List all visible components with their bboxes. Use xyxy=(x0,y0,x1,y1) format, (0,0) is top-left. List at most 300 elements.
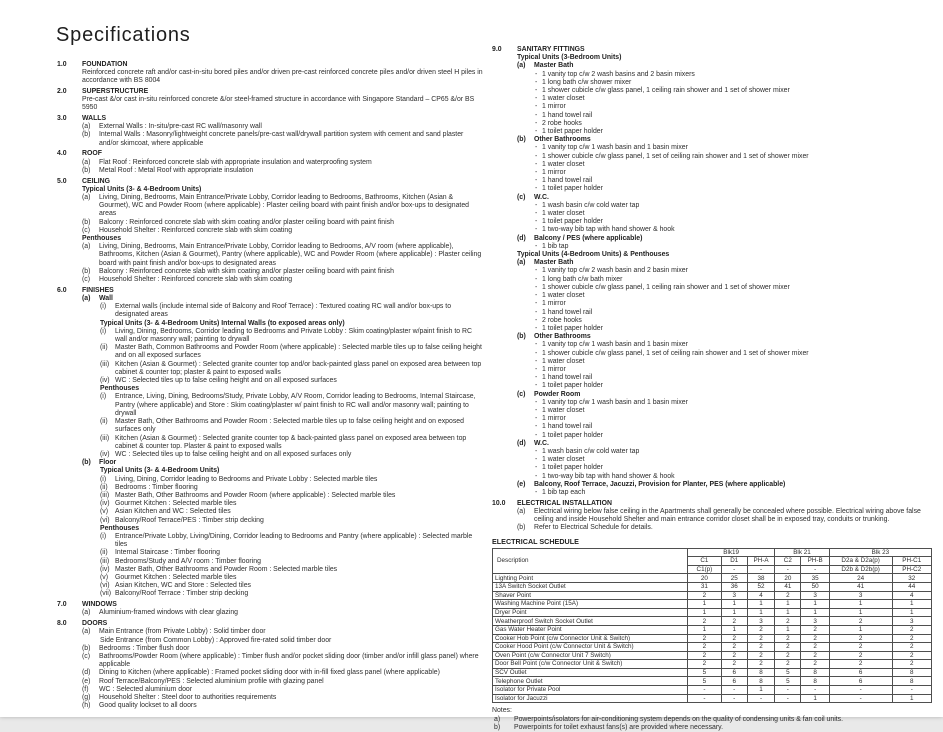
spec-line xyxy=(57,61,483,69)
line-text: Balcony : Reinforced concrete slab with skim coating and/or plaster ceiling board with paint finish xyxy=(99,218,394,226)
line-marker: - xyxy=(535,374,538,382)
table-cell-description: Cooker Hood Point (c/w Connector Unit & Switch) xyxy=(493,643,688,652)
line-marker: (c) xyxy=(82,276,91,284)
line-marker: (a) xyxy=(82,194,91,202)
table-cell-value: 1 xyxy=(688,625,721,634)
table-cell-description: Isolator for Jacuzzi xyxy=(493,694,688,703)
table-cell-value: 8 xyxy=(801,677,829,686)
table-cell-value: 5 xyxy=(775,677,801,686)
table-header-block: Blk19 xyxy=(688,548,775,557)
spec-line xyxy=(492,54,932,62)
line-text: Balcony / PES (where applicable) xyxy=(534,234,643,242)
line-text: Kitchen (Asian & Gourmet) : Selected granite counter top & back-painted glass panel on exposed area between top cabinet & counter top. Plaster & paint to exposed walls xyxy=(115,434,467,450)
line-text: Asian Kitchen and WC : Selected tiles xyxy=(115,508,231,516)
spec-line xyxy=(57,492,483,500)
table-cell-value: 1 xyxy=(747,686,774,695)
table-row xyxy=(493,574,932,583)
table-cell-value: 5 xyxy=(688,668,721,677)
line-text: Powder Room xyxy=(534,390,581,398)
spec-line xyxy=(492,46,932,54)
line-text: Floor xyxy=(99,459,117,467)
table-cell-value: 38 xyxy=(747,574,774,583)
line-text: Balcony, Roof Terrace, Jacuzzi, Provision for Planter, PES (where applicable) xyxy=(534,480,786,488)
line-marker: - xyxy=(535,357,538,365)
table-cell-value: 2 xyxy=(747,643,774,652)
table-cell-value: 2 xyxy=(829,634,892,643)
line-text: 1 mirror xyxy=(542,415,566,423)
spec-line xyxy=(57,328,483,344)
spec-line xyxy=(492,341,932,349)
line-marker: - xyxy=(535,472,538,480)
spec-line xyxy=(57,678,483,686)
line-marker: - xyxy=(535,267,538,275)
spec-line xyxy=(57,131,483,147)
table-cell-value: - xyxy=(747,694,774,703)
spec-line xyxy=(492,489,932,497)
table-cell-value: 2 xyxy=(829,617,892,626)
table-cell-value: 2 xyxy=(892,643,932,652)
table-cell-value: 1 xyxy=(801,600,829,609)
line-text: Living, Dining, Bedrooms, Main Entrance/Private Lobby, Corridor leading to Bedrooms, Bathrooms, Kitchen (Asian & Gourmet), WC and Powder Room (where applicable) : Plaster ceiling board with paint finish and/or box-ups to designated areas xyxy=(99,194,469,218)
spec-line xyxy=(57,628,483,636)
table-cell-value: 6 xyxy=(829,677,892,686)
line-marker: (a) xyxy=(82,609,91,617)
spec-line xyxy=(57,574,483,582)
line-text: Master Bath, Other Bathrooms and Powder Room : Selected marble tiles up to false ceiling height and on exposed surfaces only xyxy=(115,418,464,434)
line-marker: (i) xyxy=(100,393,107,401)
spec-line xyxy=(492,374,932,382)
table-cell-value: 2 xyxy=(801,660,829,669)
line-text: Balcony : Reinforced concrete slab with skim coating and/or plaster ceiling board with paint finish xyxy=(99,267,394,275)
spec-line xyxy=(57,167,483,175)
table-cell-value: 2 xyxy=(892,660,932,669)
line-marker: (b) xyxy=(517,333,526,341)
spec-line xyxy=(57,69,483,85)
spec-line xyxy=(492,366,932,374)
line-marker: 8.0 xyxy=(57,620,67,628)
line-text: Typical Units (3- & 4-Bedroom Units) Internal Walls (to exposed areas only) xyxy=(100,319,345,327)
spec-line xyxy=(57,590,483,598)
line-text: Master Bath xyxy=(534,259,574,267)
line-marker: (ii) xyxy=(100,549,108,557)
line-text: W.C. xyxy=(534,193,549,201)
line-text: ROOF xyxy=(82,150,102,158)
table-cell-value: 50 xyxy=(801,582,829,591)
spec-line xyxy=(492,259,932,267)
line-marker: - xyxy=(535,292,538,300)
spec-line xyxy=(492,309,932,317)
line-marker: (iv) xyxy=(100,377,110,385)
line-text: Reinforced concrete raft and/or cast-in-situ bored piles and/or driven pre-cast reinforced concrete piles and/or driven steel H piles in accordance with BS 8004 xyxy=(82,68,483,84)
line-text: FOUNDATION xyxy=(82,60,128,68)
spec-line xyxy=(57,303,483,319)
line-marker: - xyxy=(535,242,538,250)
table-header-block: Blk 21 xyxy=(775,548,830,557)
spec-line xyxy=(492,185,932,193)
line-text: 1 long bath c/w bath mixer xyxy=(542,275,623,283)
spec-line xyxy=(57,517,483,525)
line-text: 1 water closet xyxy=(542,406,585,414)
notes-section xyxy=(492,707,932,732)
table-row xyxy=(493,668,932,677)
line-text: Entrance/Private Lobby, Living/Dining, Corridor leading to Bedrooms and Pantry (where applicable) : Selected marble tiles xyxy=(115,532,473,549)
line-text: Aluminium-framed windows with clear glazing xyxy=(99,609,239,617)
spec-line xyxy=(57,609,483,617)
line-text: 1 shower cubicle c/w glass panel, 1 set of ceiling rain shower and 1 set of shower mixer xyxy=(542,349,809,357)
electrical-schedule-table xyxy=(492,548,932,704)
table-header-unit-type: - xyxy=(747,565,774,574)
spec-line xyxy=(492,300,932,308)
line-marker: (d) xyxy=(82,669,91,677)
electrical-schedule-title: ELECTRICAL SCHEDULE xyxy=(492,536,579,546)
line-marker: (ii) xyxy=(100,418,108,426)
line-marker: (d) xyxy=(517,234,526,242)
line-marker: - xyxy=(535,423,538,431)
table-header-unit-type: PH-A xyxy=(747,557,774,566)
line-marker: (a) xyxy=(82,243,91,251)
table-row xyxy=(493,591,932,600)
table-header-description: Description xyxy=(493,548,688,574)
table-cell-value: 1 xyxy=(747,600,774,609)
line-marker: - xyxy=(535,218,538,226)
line-marker: 9.0 xyxy=(492,46,502,53)
table-cell-value: 8 xyxy=(892,677,932,686)
line-text: ELECTRICAL INSTALLATION xyxy=(517,499,612,507)
table-cell-value: 2 xyxy=(829,660,892,669)
line-marker: (i) xyxy=(100,475,107,483)
line-text: 1 vanity top c/w 2 wash basins and 2 basin mixers xyxy=(542,70,695,78)
note-text: Powerpoints/isolators for air-conditioning system depends on the quality of condensing units & fan coil units. xyxy=(514,715,844,723)
line-text: Bedrooms : Timber flush door xyxy=(99,644,190,652)
line-marker: (vii) xyxy=(100,590,112,598)
table-cell-value: 3 xyxy=(892,617,932,626)
table-cell-description: Washing Machine Point (15A) xyxy=(493,600,688,609)
line-marker: - xyxy=(535,185,538,193)
line-marker: (b) xyxy=(82,267,91,275)
line-text: 2 robe hooks xyxy=(542,119,582,127)
table-cell-value: 4 xyxy=(747,591,774,600)
table-cell-value: 3 xyxy=(829,591,892,600)
line-marker: - xyxy=(535,111,538,119)
table-row xyxy=(493,625,932,634)
line-text: 1 hand towel rail xyxy=(542,374,593,382)
spec-line xyxy=(57,361,483,377)
line-marker: - xyxy=(535,201,538,209)
table-cell-value: 2 xyxy=(688,617,721,626)
line-text: External walls (include internal side of Balcony and Roof Terrace) : Textured coating RC wall and/or box-ups to designated areas xyxy=(115,303,452,319)
spec-line xyxy=(57,558,483,566)
spec-line xyxy=(57,418,483,434)
table-cell-value: 2 xyxy=(801,643,829,652)
spec-line xyxy=(57,620,483,628)
table-cell-description: Cooker Hob Point (c/w Connector Unit & Switch) xyxy=(493,634,688,643)
line-marker: (b) xyxy=(82,166,91,174)
line-text: 1 water closet xyxy=(542,357,585,365)
table-cell-value: 2 xyxy=(801,634,829,643)
line-text: SANITARY FITTINGS xyxy=(517,46,585,53)
line-marker: - xyxy=(535,415,538,423)
line-marker: (a) xyxy=(517,507,526,515)
note-marker: b) xyxy=(494,724,501,732)
line-marker: (iv) xyxy=(100,565,110,573)
line-text: 1 mirror xyxy=(542,300,566,308)
table-cell-value: 3 xyxy=(721,591,747,600)
table-cell-value: - xyxy=(892,686,932,695)
line-text: 1 shower cubicle c/w glass panel, 1 ceiling rain shower and 1 set of shower mixer xyxy=(542,87,790,95)
spec-line xyxy=(492,382,932,390)
table-header-unit-type: C2 xyxy=(775,557,801,566)
line-marker: - xyxy=(535,464,538,472)
line-text: WC : Selected aluminium door xyxy=(99,685,193,693)
line-text: Balcony/Roof Terrace : Timber strip decking xyxy=(115,590,249,598)
spec-line xyxy=(492,399,932,407)
table-cell-value: 8 xyxy=(747,677,774,686)
line-text: Flat Roof : Reinforced concrete slab with appropriate insulation and waterproofing system xyxy=(99,158,372,166)
line-marker: (g) xyxy=(82,693,91,701)
line-text: 1 mirror xyxy=(542,103,566,111)
spec-line xyxy=(57,467,483,475)
table-cell-description: Shaver Point xyxy=(493,591,688,600)
line-text: 1 water closet xyxy=(542,160,585,168)
spec-line xyxy=(57,178,483,186)
line-text: 1 two-way bib tap with hand shower & hook xyxy=(542,472,675,480)
spec-line xyxy=(57,268,483,276)
line-text: 1 water closet xyxy=(542,210,585,218)
line-marker: - xyxy=(535,406,538,414)
line-marker: (a) xyxy=(517,259,526,267)
spec-line xyxy=(57,653,483,669)
line-text: Typical Units (3- & 4-Bedroom Units) xyxy=(82,185,202,193)
line-text: Bedrooms/Study and A/V room : Timber flooring xyxy=(115,557,261,565)
table-header-unit-type: D2a & D2a(p) xyxy=(829,557,892,566)
line-text: Other Bathrooms xyxy=(534,333,591,341)
table-row xyxy=(493,686,932,695)
spec-line xyxy=(492,95,932,103)
table-row xyxy=(493,634,932,643)
line-text: Bedrooms : Timber flooring xyxy=(115,483,198,491)
spec-line xyxy=(57,525,483,533)
table-header-unit-type: PH-B xyxy=(801,557,829,566)
table-cell-value: 2 xyxy=(801,651,829,660)
line-marker: (v) xyxy=(100,508,109,516)
line-text: Electrical wiring below false ceiling in the Apartments shall generally be concealed where possible. Electrical wiring above false ceiling and inside Household Shelter and main entrance corridor closet shall be in exposed tray, conduits or trunking. xyxy=(534,507,921,524)
line-text: Good quality lockset to all doors xyxy=(99,702,197,710)
line-marker: (e) xyxy=(517,480,526,488)
page-title: Specifications xyxy=(56,24,191,46)
line-marker: 3.0 xyxy=(57,115,67,122)
table-header-unit-type: PH-C1 xyxy=(892,557,932,566)
spec-line xyxy=(492,120,932,128)
spec-line xyxy=(57,123,483,131)
line-text: Master Bath, Other Bathrooms and Powder Room : Selected marble tiles xyxy=(115,565,338,573)
spec-line xyxy=(492,508,932,524)
spec-line xyxy=(57,227,483,235)
table-header-unit-type: - xyxy=(801,565,829,574)
line-text: Typical Units (3- & 4-Bedroom Units) xyxy=(100,467,220,475)
line-text: 2 robe hooks xyxy=(542,316,582,324)
spec-line xyxy=(57,150,483,158)
line-text: Master Bath xyxy=(534,62,574,70)
table-cell-value: 1 xyxy=(721,608,747,617)
table-cell-value: 1 xyxy=(721,625,747,634)
table-cell-value: 1 xyxy=(688,600,721,609)
line-text: WINDOWS xyxy=(82,601,117,609)
table-cell-value: 1 xyxy=(721,600,747,609)
line-text: 1 toilet paper holder xyxy=(542,431,603,439)
spec-line xyxy=(492,423,932,431)
spec-line xyxy=(492,292,932,300)
line-marker: (v) xyxy=(100,573,109,581)
line-marker: - xyxy=(535,226,538,234)
table-cell-description: Gas Water Heater Point xyxy=(493,625,688,634)
table-cell-description: Isolator for Private Pool xyxy=(493,686,688,695)
line-text: 1 hand towel rail xyxy=(542,111,593,119)
line-marker: - xyxy=(535,160,538,168)
line-text: 1 vanity top c/w 1 wash basin and 1 basin mixer xyxy=(542,144,688,152)
table-cell-value: 2 xyxy=(721,643,747,652)
line-marker: - xyxy=(535,210,538,218)
spec-line xyxy=(57,194,483,219)
table-header-unit-type: PH-C2 xyxy=(892,565,932,574)
line-text: Other Bathrooms xyxy=(534,136,591,144)
spec-line xyxy=(492,267,932,275)
line-marker: - xyxy=(535,119,538,127)
spec-line xyxy=(492,194,932,202)
line-text: Master Bath, Other Bathrooms and Powder Room (where applicable) : Selected marble tiles xyxy=(115,491,396,499)
table-header-unit-type: - xyxy=(775,565,801,574)
line-marker: 7.0 xyxy=(57,601,67,609)
line-text: Internal Walls : Masonry/lightweight concrete panels/pre-cast wall/drywall partition system with cement and sand plaster and/or skimcoat, where applicable xyxy=(99,131,464,147)
line-marker: (iii) xyxy=(100,434,110,442)
note-text: Powerpoints for toilet exhaust fans(s) are provided where necessary. xyxy=(514,724,723,732)
table-cell-value: 2 xyxy=(892,625,932,634)
line-text: 1 mirror xyxy=(542,365,566,373)
table-cell-value: 2 xyxy=(721,660,747,669)
line-text: Refer to Electrical Schedule for details. xyxy=(534,524,653,532)
table-cell-value: - xyxy=(775,694,801,703)
line-text: 1 toilet paper holder xyxy=(542,128,603,136)
line-marker: (h) xyxy=(82,702,91,710)
table-row xyxy=(493,660,932,669)
spec-line xyxy=(57,287,483,295)
right-column-lines xyxy=(492,46,932,533)
line-marker: - xyxy=(535,275,538,283)
line-marker: (a) xyxy=(82,123,91,131)
spec-line xyxy=(57,295,483,303)
spec-line xyxy=(57,686,483,694)
spec-line xyxy=(492,71,932,79)
table-cell-value: 2 xyxy=(747,625,774,634)
spec-line xyxy=(492,448,932,456)
line-marker: (iii) xyxy=(100,360,110,368)
line-marker: 6.0 xyxy=(57,286,67,294)
table-cell-value: 1 xyxy=(775,625,801,634)
line-text: Balcony/Roof Terrace/PES : Timber strip decking xyxy=(115,516,264,524)
table-row xyxy=(493,694,932,703)
spec-line xyxy=(492,87,932,95)
table-cell-value: 5 xyxy=(688,677,721,686)
line-text: CEILING xyxy=(82,177,110,185)
spec-line xyxy=(492,161,932,169)
table-cell-value: 36 xyxy=(721,582,747,591)
line-text: External Walls : In-situ/pre-cast RC wall/masonry wall xyxy=(99,123,262,131)
line-marker: (vi) xyxy=(100,582,110,590)
line-text: Pre-cast &/or cast in-situ reinforced concrete &/or steel-framed structure in accordance with Singapore Standard – CP65 &/or BS 5950 xyxy=(82,96,475,112)
table-cell-value: 2 xyxy=(801,625,829,634)
table-cell-value: 2 xyxy=(829,651,892,660)
table-cell-value: 2 xyxy=(688,643,721,652)
spec-line xyxy=(57,582,483,590)
line-marker: (b) xyxy=(517,524,526,532)
line-marker: (c) xyxy=(517,193,526,201)
line-text: SUPERSTRUCTURE xyxy=(82,87,149,95)
line-marker: - xyxy=(535,70,538,78)
table-cell-value: 1 xyxy=(775,608,801,617)
line-text: Dining to Kitchen (where applicable) : Framed pocket sliding door with in-fill fixed glass panel (where applicable) xyxy=(99,669,440,677)
line-marker: - xyxy=(535,382,538,390)
line-text: Master Bath, Common Bathrooms and Powder Room (where applicable) : Selected marble tiles up to false ceiling height and on all exposed surfaces xyxy=(115,344,482,360)
line-marker: (a) xyxy=(517,62,526,70)
table-header-unit-type: C1 xyxy=(688,557,721,566)
table-cell-value: 6 xyxy=(721,668,747,677)
line-text: Living, Dining, Bedrooms, Main Entrance/Private Lobby, Corridor leading to Bedrooms, A/V room (where applicable), Bathrooms, Kitchen (Asian & Gourmet), Pantry (where applicable), WC and Powder Room (where applicable) : Plaster ceiling board with paint finish and/or box-ups to designated areas xyxy=(99,243,482,267)
table-cell-value: 2 xyxy=(747,634,774,643)
line-marker: - xyxy=(535,365,538,373)
line-marker: (vi) xyxy=(100,516,110,524)
spec-line xyxy=(57,566,483,574)
spec-line xyxy=(57,385,483,393)
table-cell-value: 1 xyxy=(801,694,829,703)
line-marker: 1.0 xyxy=(57,60,67,68)
table-cell-value: 2 xyxy=(775,651,801,660)
table-cell-value: 41 xyxy=(829,582,892,591)
spec-line xyxy=(57,88,483,96)
table-cell-description: Lighting Point xyxy=(493,574,688,583)
line-text: Internal Staircase : Timber flooring xyxy=(115,549,220,557)
line-marker: - xyxy=(535,456,538,464)
spec-line xyxy=(57,484,483,492)
spec-line xyxy=(492,169,932,177)
spec-line xyxy=(57,320,483,328)
line-text: Roof Terrace/Balcony/PES : Selected aluminium profile with glazing panel xyxy=(99,677,324,685)
spec-line xyxy=(492,226,932,234)
table-cell-value: 2 xyxy=(688,651,721,660)
line-text: Side Entrance (from Common Lobby) : Approved fire-rated solid timber door xyxy=(100,636,332,644)
spec-line xyxy=(492,524,932,532)
spec-line xyxy=(492,218,932,226)
line-marker: - xyxy=(535,152,538,160)
spec-line xyxy=(57,219,483,227)
table-cell-value: 2 xyxy=(747,660,774,669)
line-marker: - xyxy=(535,95,538,103)
line-text: Typical Units (3-Bedroom Units) xyxy=(517,54,622,62)
line-text: 1 toilet paper holder xyxy=(542,218,603,226)
line-text: 1 bib tap xyxy=(542,242,569,250)
table-cell-value: 8 xyxy=(747,668,774,677)
spec-line xyxy=(492,243,932,251)
spec-line xyxy=(492,136,932,144)
spec-line xyxy=(57,476,483,484)
line-marker: (iii) xyxy=(100,491,110,499)
line-text: 1 hand towel rail xyxy=(542,177,593,185)
line-text: Household Shelter : Reinforced concrete slab with skim coating xyxy=(99,276,293,284)
table-row xyxy=(493,651,932,660)
table-cell-value: - xyxy=(801,686,829,695)
spec-line xyxy=(57,637,483,645)
table-cell-value: 6 xyxy=(721,677,747,686)
line-marker: - xyxy=(535,128,538,136)
line-marker: 4.0 xyxy=(57,150,67,158)
